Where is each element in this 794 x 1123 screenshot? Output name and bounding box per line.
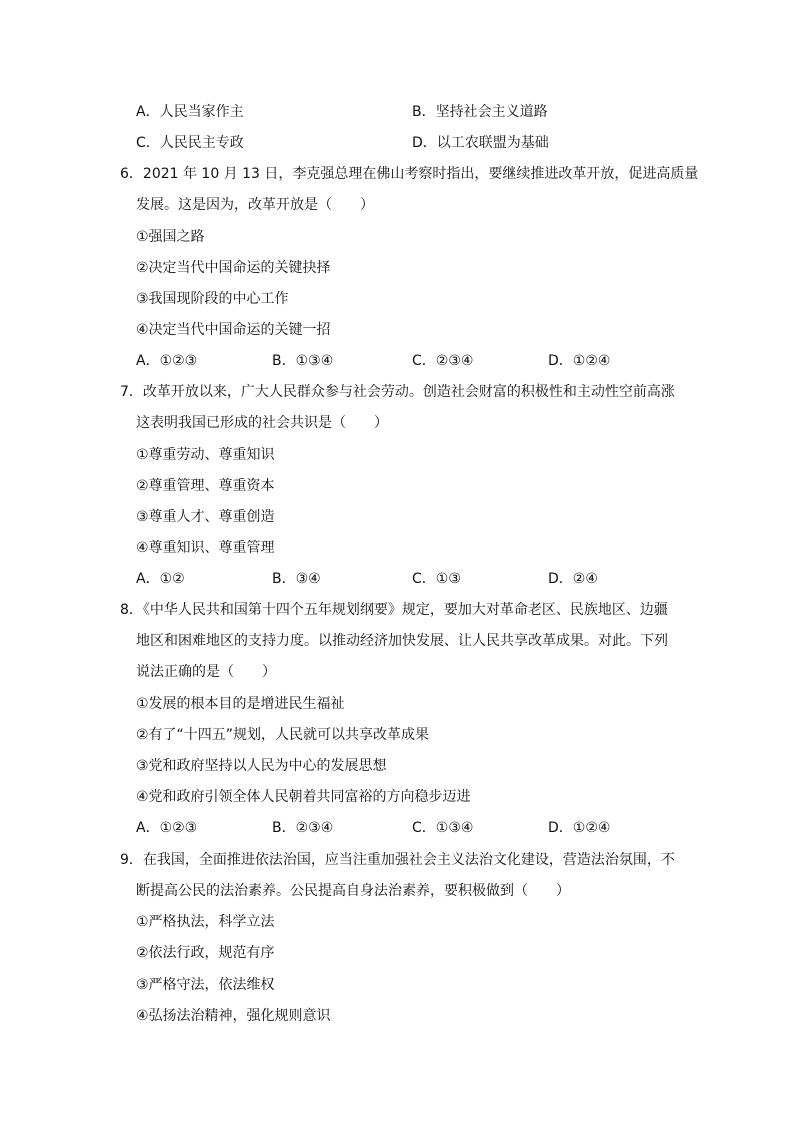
q8-option-c[interactable]: C．①③④ (412, 820, 474, 836)
q8-option-b[interactable]: B．②③④ (272, 820, 334, 836)
q9-statement-4: ④弘扬法治精神，强化规则意识 (136, 1008, 331, 1024)
q7-option-d[interactable]: D．②④ (548, 571, 598, 587)
q6-statement-1: ①强国之路 (136, 229, 205, 245)
q7-statement-4: ④尊重知识、尊重管理 (136, 540, 275, 556)
q8-statement-2: ②有了“十四五”规划，人民就可以共享改革成果 (136, 727, 430, 743)
q9-statement-2: ②依法行政，规范有序 (136, 945, 275, 961)
q7-stem-line1: 7．改革开放以来，广大人民群众参与社会劳动。创造社会财富的积极性和主动性空前高涨 (120, 384, 675, 400)
q9-statement-1: ①严格执法，科学立法 (136, 914, 275, 930)
q6-statement-2: ②决定当代中国命运的关键抉择 (136, 260, 331, 276)
q9-statement-3: ③严格守法，依法维权 (136, 977, 275, 993)
q8-stem-line1: 8．《中华人民共和国第十四个五年规划纲要》规定，要加大对革命老区、民族地区、边疆 (120, 602, 668, 618)
q6-statement-3: ③我国现阶段的中心工作 (136, 291, 289, 307)
q8-stem-line2: 地区和困难地区的支持力度。以推动经济加快发展、让人民共享改革成果。对此。下列 (136, 633, 668, 649)
q8-option-d[interactable]: D．①②④ (548, 820, 611, 836)
prev-option-d: D．以工农联盟为基础 (412, 135, 549, 151)
q8-statement-1: ①发展的根本目的是增进民生福祉 (136, 696, 345, 712)
prev-option-c: C．人民民主专政 (136, 135, 244, 151)
q6-option-d[interactable]: D．①②④ (548, 353, 611, 369)
q9-stem-line1: 9．在我国，全面推进依法治国，应当注重加强社会主义法治文化建设，营造法治氛围，不 (120, 852, 675, 868)
q7-option-c[interactable]: C．①③ (412, 571, 461, 587)
q9-stem-line2: 断提高公民的法治素养。公民提高自身法治素养，要积极做到（ ） (136, 883, 570, 899)
q6-option-c[interactable]: C．②③④ (412, 353, 474, 369)
prev-option-b: B．坚持社会主义道路 (412, 104, 548, 120)
q7-statement-1: ①尊重劳动、尊重知识 (136, 447, 275, 463)
q6-stem-line2: 发展。这是因为，改革开放是（ ） (136, 197, 374, 213)
q6-option-a[interactable]: A．①②③ (136, 353, 198, 369)
q8-statement-4: ④党和政府引领全体人民朝着共同富裕的方向稳步迈进 (136, 789, 471, 805)
q7-option-b[interactable]: B．③④ (272, 571, 321, 587)
q6-stem-line1: 6．2021 年 10 月 13 日，李克强总理在佛山考察时指出，要继续推进改革开放，促进高质量 (120, 166, 699, 182)
q6-option-b[interactable]: B．①③④ (272, 353, 334, 369)
q7-statement-3: ③尊重人才、尊重创造 (136, 509, 275, 525)
q7-stem-line2: 这表明我国已形成的社会共识是（ ） (136, 415, 388, 431)
q7-option-a[interactable]: A．①② (136, 571, 185, 587)
q6-statement-4: ④决定当代中国命运的关键一招 (136, 322, 331, 338)
q8-option-a[interactable]: A．①②③ (136, 820, 198, 836)
q7-statement-2: ②尊重管理、尊重资本 (136, 478, 275, 494)
prev-option-a: A．人民当家作主 (136, 104, 244, 120)
q8-statement-3: ③党和政府坚持以人民为中心的发展思想 (136, 758, 387, 774)
q8-stem-line3: 说法正确的是（ ） (136, 664, 276, 680)
